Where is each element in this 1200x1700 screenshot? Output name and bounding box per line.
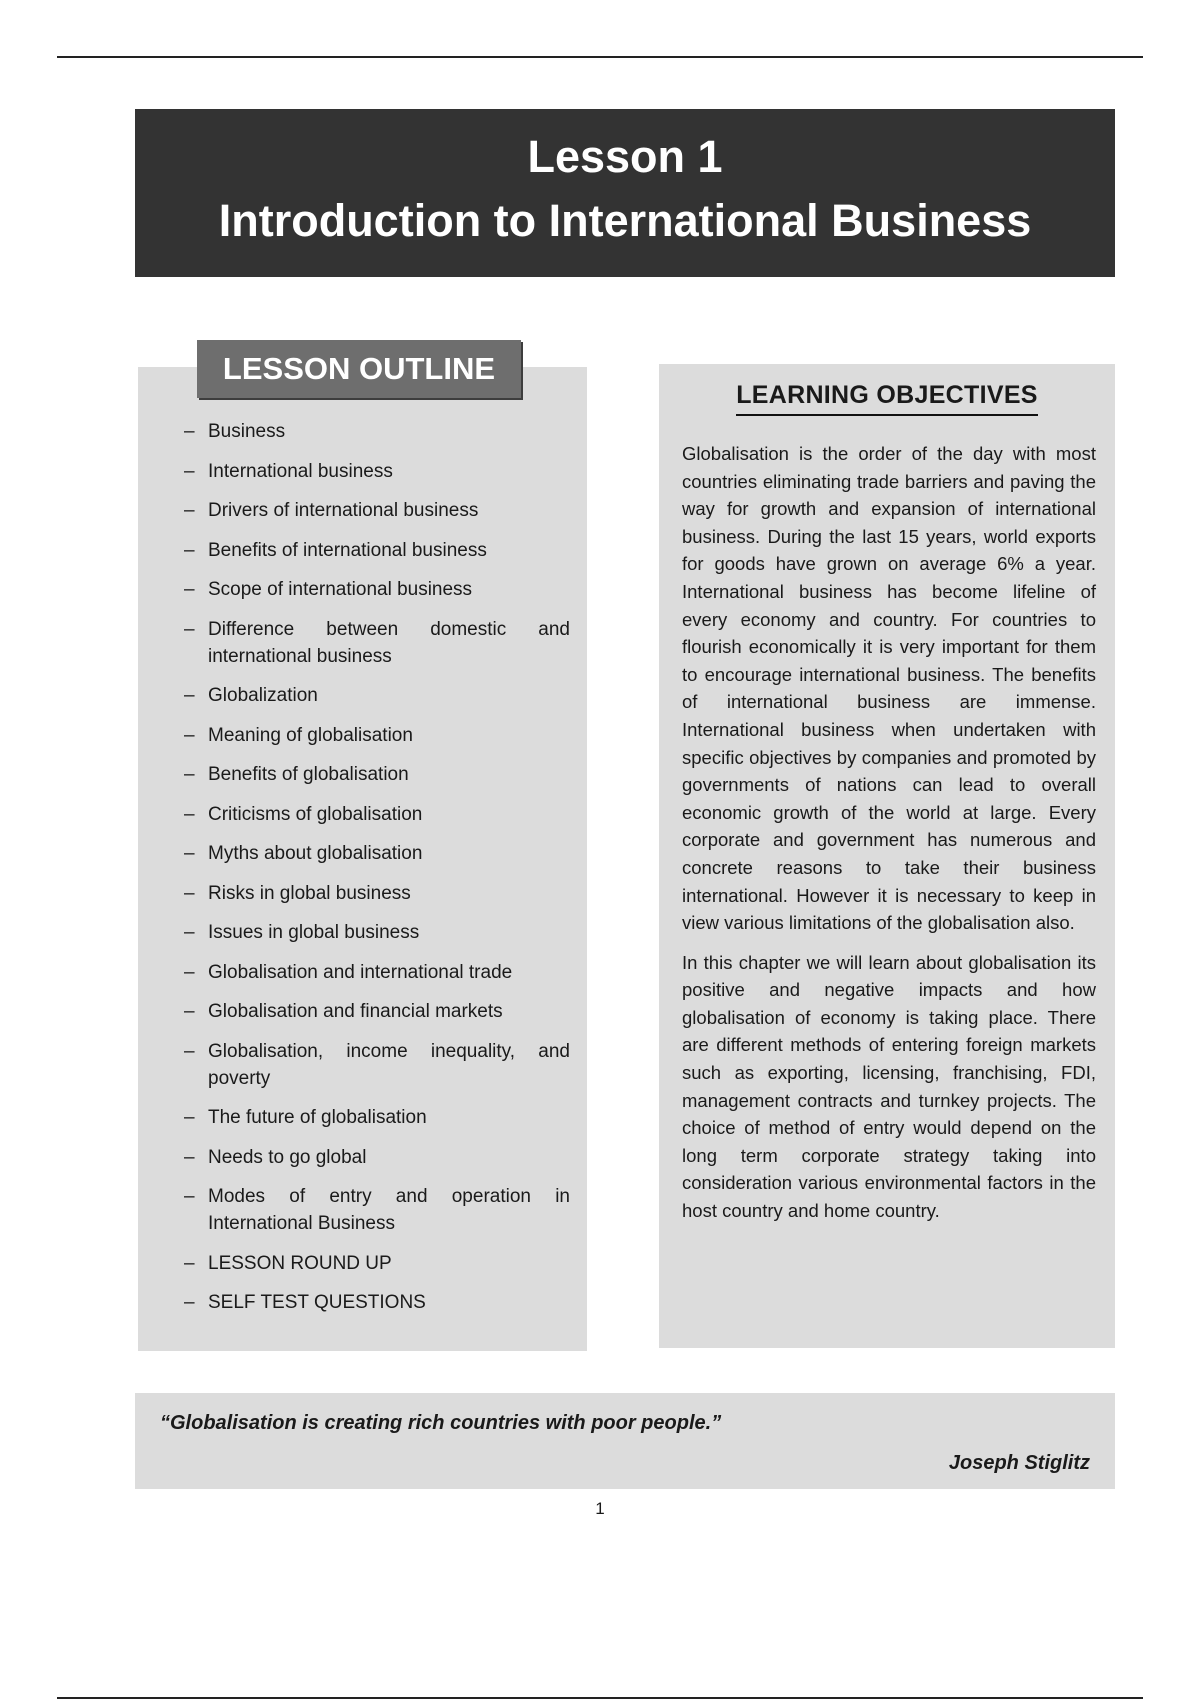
outline-item [184, 959, 570, 986]
lesson-outline-list [184, 418, 570, 1329]
outline-item [184, 616, 570, 670]
dash-bullet-icon: – [184, 1107, 195, 1128]
quote-text: “Globalisation is creating rich countries with poor people.” [160, 1412, 722, 1434]
lesson-outline-heading: LESSON OUTLINE [197, 340, 521, 398]
outline-item [184, 880, 570, 907]
outline-item-label: Benefits of globalisation [208, 764, 409, 785]
dash-bullet-icon: – [184, 1292, 195, 1313]
top-rule [57, 56, 1143, 58]
outline-item [184, 1104, 570, 1131]
outline-item [184, 537, 570, 564]
outline-item [184, 1183, 570, 1237]
outline-item-label: Globalization [208, 685, 318, 706]
outline-item-label: Meaning of globalisation [208, 724, 413, 746]
dash-bullet-icon: – [184, 1252, 195, 1274]
outline-item [184, 998, 570, 1025]
dash-bullet-icon: – [184, 724, 195, 746]
objectives-paragraph: Globalisation is the order of the day with most countries eliminating trade barriers and paving the way for growth and expansion of international business. During the last 15 years, world exports for goods have grown on average 6% a year. International business has become lifeline of every economy and country. For countries to flourish economically it is very important for them to encourage international business. The benefits of international business are immense. International business when undertaken with specific objectives by companies and promoted by governments of nations can lead to overall economic growth of the world at large. Every corporate and government has numerous and concrete reasons to take their business international. However it is necessary to keep in view various limitations of the globalisation also. [682, 443, 1096, 934]
outline-item-label: Business [208, 421, 286, 442]
outline-item [184, 919, 570, 946]
outline-item [184, 458, 570, 485]
dash-bullet-icon: – [184, 1146, 195, 1168]
outline-item [184, 576, 570, 603]
objectives-paragraph: In this chapter we will learn about globalisation its positive and negative impacts and how globalisation of economy is taking place. There are different methods of entering foreign markets such as exporting, licensing, franchising, FDI, management contracts and turnkey projects. The choice of method of entry would depend on the long term corporate strategy taking into consideration various environmental factors in the host country and home country. [682, 951, 1096, 1222]
dash-bullet-icon: – [184, 579, 195, 600]
outline-item-label: Needs to go global [208, 1146, 367, 1168]
outline-item-label: SELF TEST QUESTIONS [208, 1292, 426, 1313]
outline-item-label: Benefits of international business [208, 539, 487, 561]
learning-objectives-heading-wrap [659, 381, 1115, 416]
dash-bullet-icon: – [184, 539, 195, 561]
dash-bullet-icon: – [184, 685, 195, 706]
outline-item-label: Risks in global business [208, 882, 411, 904]
lesson-header [135, 109, 1115, 277]
outline-item-label: Criticisms of globalisation [208, 803, 423, 825]
outline-item [184, 801, 570, 828]
outline-item [184, 1289, 570, 1316]
dash-bullet-icon: – [184, 882, 195, 904]
outline-item [184, 722, 570, 749]
outline-item [184, 761, 570, 788]
dash-bullet-icon: – [184, 961, 195, 983]
dash-bullet-icon: – [184, 460, 195, 482]
outline-item-label: Drivers of international business [208, 500, 479, 521]
outline-item-label: Globalisation and international trade [208, 961, 513, 983]
dash-bullet-icon: – [184, 500, 195, 521]
dash-bullet-icon: – [184, 1001, 195, 1022]
dash-bullet-icon: – [184, 421, 195, 442]
outline-item-label: Modes of entry and operation in International Business [208, 1186, 570, 1234]
outline-item-label: Difference between domestic and international business [208, 618, 570, 667]
lesson-label: Lesson 1 [527, 131, 723, 182]
outline-item-label: LESSON ROUND UP [208, 1252, 392, 1274]
outline-item [184, 840, 570, 867]
dash-bullet-icon: – [184, 1186, 195, 1207]
dash-bullet-icon: – [184, 1040, 195, 1062]
dash-bullet-icon: – [184, 618, 195, 640]
outline-item [184, 682, 570, 709]
learning-objectives-text [682, 440, 1096, 1237]
outline-item-label: Scope of international business [208, 579, 473, 600]
dash-bullet-icon: – [184, 764, 195, 785]
outline-item [184, 497, 570, 524]
outline-item [184, 1250, 570, 1277]
outline-item [184, 1144, 570, 1171]
outline-item [184, 418, 570, 445]
outline-item-label: Issues in global business [208, 922, 420, 943]
dash-bullet-icon: – [184, 843, 195, 864]
outline-item-label: The future of globalisation [208, 1107, 427, 1128]
dash-bullet-icon: – [184, 922, 195, 943]
bottom-rule [57, 1697, 1143, 1699]
quote-author: Joseph Stiglitz [948, 1452, 1090, 1474]
learning-objectives-heading: LEARNING OBJECTIVES [736, 381, 1038, 416]
outline-item-label: International business [208, 460, 393, 482]
outline-item-label: Myths about globalisation [208, 843, 423, 864]
dash-bullet-icon: – [184, 803, 195, 825]
outline-item [184, 1038, 570, 1092]
outline-item-label: Globalisation and financial markets [208, 1001, 503, 1022]
lesson-title: Introduction to International Business [218, 195, 1032, 246]
outline-item-label: Globalisation, income inequality, and poverty [208, 1040, 570, 1089]
page-number: 1 [595, 1499, 605, 1518]
